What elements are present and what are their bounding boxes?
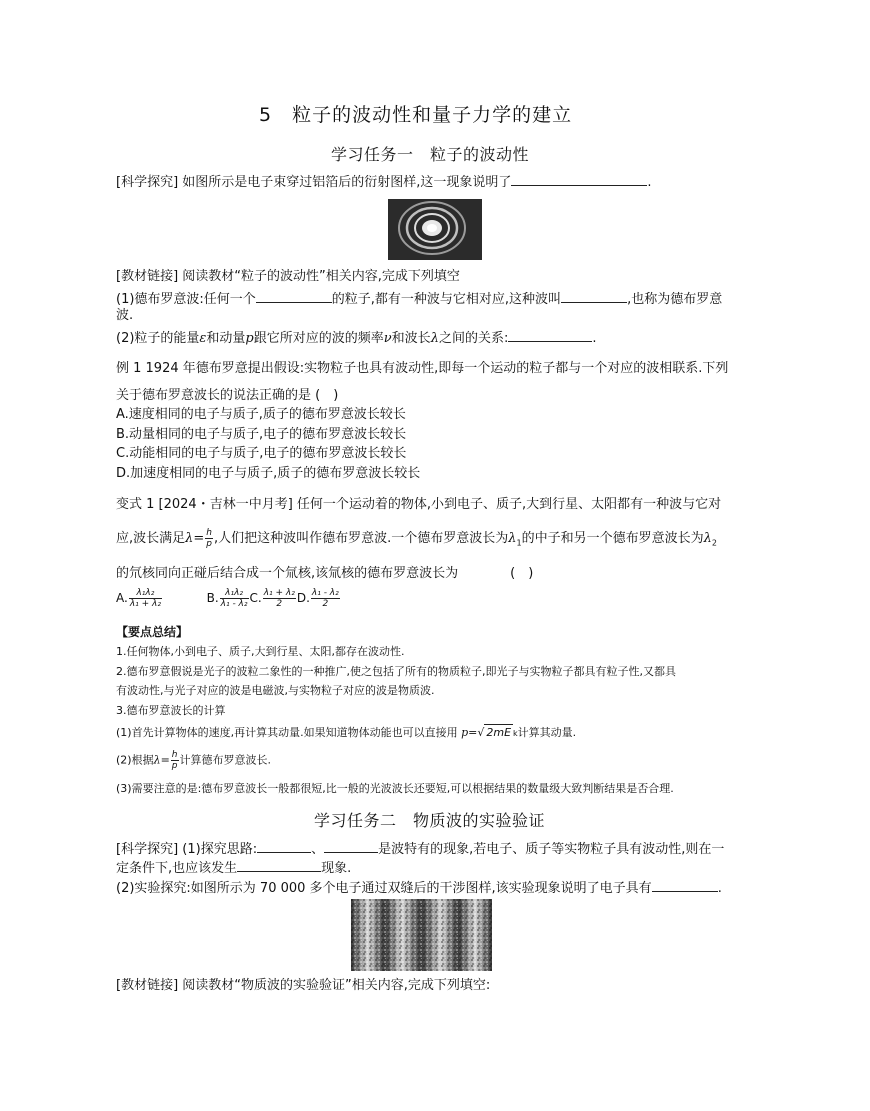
double-slit-interference-image — [351, 899, 492, 971]
frac-den: p — [206, 539, 212, 549]
var-option-c-label[interactable]: C. — [249, 591, 262, 605]
section-title-task1: 学习任务一 粒子的波动性 — [331, 145, 530, 164]
var-option-c-fraction — [263, 588, 296, 609]
q1-text-a: (1)德布罗意波:任何一个 — [116, 292, 256, 307]
fill-question-1 — [116, 289, 722, 309]
page-title: 5 粒子的波动性和量子力学的建立 — [259, 104, 573, 126]
exp2-text-c: 定条件下,也应该发生 — [116, 861, 238, 876]
frac-den: λ₁ - λ₂ — [220, 599, 248, 609]
q2-text-a: (2)粒子的能量 — [116, 331, 200, 346]
exp2-text-e: (2)实验探究:如图所示为 70 000 多个电子通过双缝后的干涉图样,该实验现象说明了电子具有 — [116, 881, 652, 896]
lambda-eq: λ= — [153, 753, 170, 767]
frac-num: λ₁ - λ₂ — [311, 588, 339, 598]
sqrt-content: 2mE — [486, 726, 512, 739]
var-option-a-fraction — [129, 588, 162, 609]
lambda2-symbol: λ — [703, 531, 712, 546]
var-option-b-label[interactable]: B. — [206, 591, 219, 605]
variant-options — [116, 588, 341, 609]
answer-blank[interactable] — [256, 289, 332, 303]
answer-blank[interactable] — [257, 839, 311, 853]
q2-text-c: 跟它所对应的波的频率 — [253, 331, 384, 346]
sum32-text: (2)根据 — [116, 753, 154, 767]
q1-text-d: 波. — [116, 308, 134, 323]
explore-text: [科学探究] 如图所示是电子束穿过铝箔后的衍射图样,这一现象说明了 — [116, 175, 512, 190]
period: . — [592, 331, 597, 346]
summary-item-1: 1.任何物体,小到电子、质子,大到行星、太阳,都存在波动性. — [116, 645, 405, 658]
diffraction-rings-graphic — [388, 199, 482, 260]
p-symbol: p — [245, 331, 254, 346]
summary-item-3-2 — [116, 750, 271, 771]
frac-den: 2 — [276, 599, 283, 609]
option-d[interactable]: D.加速度相同的电子与质子,质子的德布罗意波长较长 — [116, 466, 421, 481]
var1-text-a: 应,波长满足 — [116, 531, 186, 546]
h-over-p-fraction — [205, 528, 213, 549]
summary-item-3-3: (3)需要注意的是:德布罗意波长一般都很短,比一般的光波波长还要短,可以根据结果的数量级大致判断结果是否合理. — [116, 782, 674, 795]
interference-fringes-graphic — [351, 899, 492, 971]
explore-question-1 — [116, 172, 652, 192]
lambda-eq: λ= — [185, 531, 205, 546]
option-a[interactable]: A.速度相同的电子与质子,质子的德布罗意波长较长 — [116, 407, 406, 422]
exp2-text-b: 是波特有的现象,若电子、质子等实物粒子具有波动性,则在一 — [378, 842, 725, 857]
q2-text-d: 和波长 — [391, 331, 431, 346]
nu-symbol: ν — [383, 331, 392, 346]
explore-2-line-2 — [116, 858, 351, 878]
period: . — [647, 175, 652, 190]
sub-1: 1 — [516, 538, 522, 548]
electron-diffraction-image — [388, 199, 482, 260]
frac-num: λ₁λ₂ — [129, 588, 162, 599]
p-eq: p= — [461, 726, 478, 739]
q1-text-b: 的粒子,都有一种波与它相对应,这种波叫 — [331, 292, 562, 307]
answer-blank[interactable] — [324, 839, 378, 853]
textbook-link-2: [教材链接] 阅读教材“物质波的实验验证”相关内容,完成下列填空: — [116, 978, 491, 993]
textbook-link-1: [教材链接] 阅读教材“粒子的波动性”相关内容,完成下列填空 — [116, 269, 460, 284]
sub-k: k — [513, 729, 518, 738]
explore-2-line-1 — [116, 839, 724, 859]
var1-text-c: 的中子和另一个德布罗意波长为 — [521, 531, 704, 546]
answer-blank[interactable] — [652, 878, 718, 892]
frac-num: λ₁λ₂ — [220, 588, 249, 599]
option-c[interactable]: C.动能相同的电子与质子,电子的德布罗意波长较长 — [116, 446, 407, 461]
example-1-line-2: 关于德布罗意波长的说法正确的是 ( ) — [116, 388, 339, 403]
variant-1-line-2 — [116, 528, 717, 553]
summary-item-2-line-1: 2.德布罗意假说是光子的波粒二象性的一种推广,使之包括了所有的物质粒子,即光子与实物粒子都具有粒子性,又都具 — [116, 665, 676, 678]
q2-text-e: 之间的关系: — [438, 331, 509, 346]
frac-num: λ₁ + λ₂ — [263, 588, 295, 598]
explore-2-line-3 — [116, 878, 722, 898]
var1-text-b: ,人们把这种波叫作德布罗意波.一个德布罗意波长为 — [214, 531, 509, 546]
sub-2: 2 — [711, 538, 717, 548]
exp2-text-a: [科学探究] (1)探究思路: — [116, 842, 258, 857]
frac-den: p — [171, 761, 178, 771]
summary-item-2-line-2: 有波动性,与光子对应的波是电磁波,与实物粒子对应的波是物质波. — [116, 684, 435, 697]
answer-blank[interactable] — [508, 328, 592, 342]
lambda-symbol: λ — [430, 331, 439, 346]
frac-den: 2 — [322, 599, 329, 609]
fill-question-2 — [116, 328, 596, 348]
answer-blank[interactable] — [511, 172, 647, 186]
lambda1-symbol: λ — [508, 531, 517, 546]
section-title-task2: 学习任务二 物质波的实验验证 — [314, 811, 546, 830]
epsilon-symbol: ε — [199, 331, 207, 346]
frac-den: λ₁ + λ₂ — [129, 599, 161, 609]
variant-1-line-3: 的氘核同向正碰后结合成一个氚核,该氚核的德布罗意波长为 ( ) — [116, 566, 534, 581]
var-option-d-label[interactable]: D. — [296, 591, 310, 605]
frac-num: h — [171, 750, 178, 760]
var-option-a-label[interactable]: A. — [116, 591, 128, 605]
sum32-text-b: 计算德布罗意波长. — [179, 753, 272, 767]
q2-text-b: 和动量 — [206, 331, 246, 346]
summary-item-3-1 — [116, 724, 576, 742]
sum31-text: (1)首先计算物体的速度,再计算其动量.如果知道物体动能也可以直接用 — [116, 726, 458, 739]
summary-heading: 【要点总结】 — [116, 625, 189, 639]
sep: 、 — [311, 842, 325, 857]
summary-item-3: 3.德布罗意波长的计算 — [116, 704, 226, 717]
answer-blank[interactable] — [237, 858, 321, 872]
exp2-text-d: 现象. — [321, 861, 352, 876]
example-1-line-1: 例 1 1924 年德布罗意提出假设:实物粒子也具有波动性,即每一个运动的粒子都与一个对应的波相联系.下列 — [116, 361, 729, 376]
var-option-d-fraction — [311, 588, 340, 609]
var-option-b-fraction — [220, 588, 249, 609]
frac-num: h — [206, 528, 212, 538]
q1-text-c: ,也称为德布罗意 — [627, 292, 723, 307]
sum31-text-b: 计算其动量. — [517, 726, 577, 739]
variant-1-line-1: 变式 1 [2024・吉林一中月考] 任何一个运动着的物体,小到电子、质子,大到行星、太阳都有一种波与它对 — [116, 497, 722, 512]
answer-blank[interactable] — [561, 289, 627, 303]
h-over-p-fraction — [171, 750, 179, 771]
sqrt-sign: √ — [477, 726, 485, 739]
option-b[interactable]: B.动量相同的电子与质子,电子的德布罗意波长较长 — [116, 427, 407, 442]
period: . — [717, 881, 722, 896]
